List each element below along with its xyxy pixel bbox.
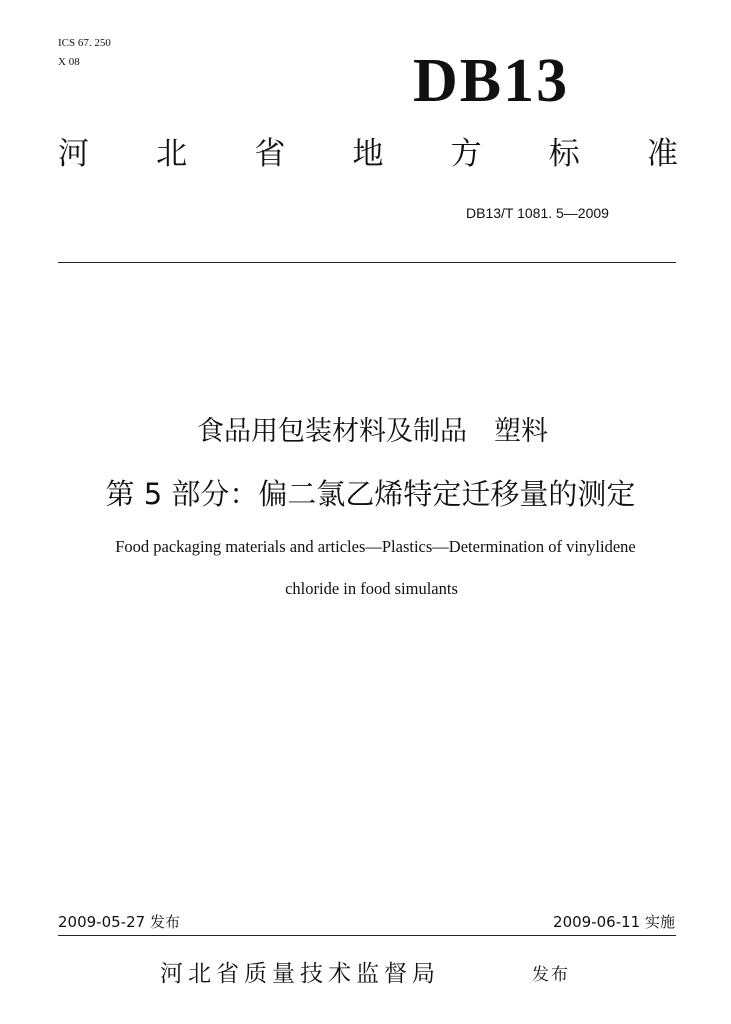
standard-title-char: 北 [156, 136, 188, 172]
ics-code: ICS 67. 250 [58, 37, 111, 49]
chinese-title-line-2: 第 5 部分：偏二氯乙烯特定迁移量的测定 [105, 477, 636, 511]
issuing-authority: 河北省质量技术监督局 [160, 961, 440, 987]
standard-number: DB13/T 1081. 5—2009 [466, 205, 609, 221]
standard-title-char: 准 [646, 136, 678, 172]
chinese-title-line-1: 食品用包装材料及制品 塑料 [197, 416, 548, 447]
issued-label: 发布 [532, 965, 570, 985]
standard-title-char: 标 [548, 136, 580, 172]
implementation-date: 2009-06-11 实施 [553, 913, 675, 931]
standard-title-char: 地 [352, 136, 384, 172]
english-title-line-2: chloride in food simulants [285, 579, 458, 598]
standard-title [58, 134, 678, 174]
standard-title-char: 河 [58, 136, 89, 172]
top-divider [58, 262, 676, 263]
classification-code: X 08 [58, 56, 80, 68]
english-title-line-1: Food packaging materials and articles—Plastics—Determination of vinylidene [115, 537, 636, 556]
standard-title-char: 省 [254, 136, 286, 172]
db-code: DB13 [413, 47, 570, 115]
issue-date: 2009-05-27 发布 [58, 913, 180, 931]
bottom-divider [58, 935, 676, 936]
standard-title-char: 方 [450, 136, 482, 172]
